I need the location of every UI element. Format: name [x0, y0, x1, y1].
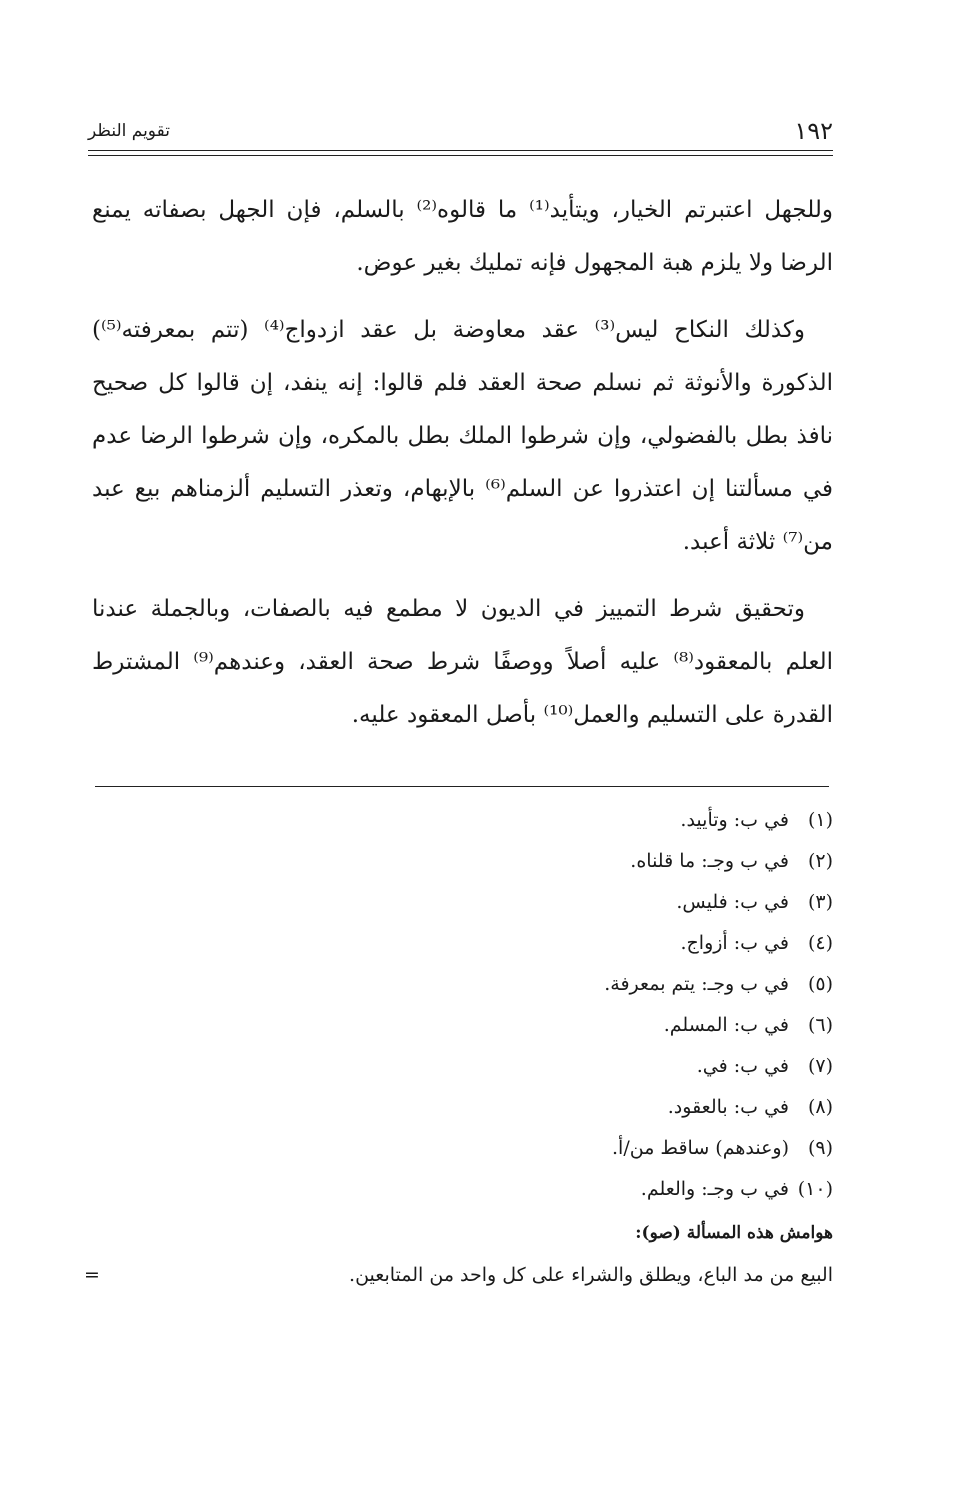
- footnote-item: [95, 1169, 833, 1210]
- running-head: [88, 112, 833, 146]
- footnote-item: [95, 964, 833, 1005]
- footnote-item: [95, 800, 833, 841]
- paragraph-3: وتحقيق شرط التمييز في الديون لا مطمع فيه بالصفات، وبالجملة عندنا العلم بالمعقود⁽⁸⁾ عليه أصلاً ووصفًا شرط صحة العقد، وعندهم⁽⁹⁾ المشترط القدرة على التسليم والعمل⁽¹⁰⁾ بأصل المعقود عليه.: [92, 596, 833, 728]
- footnote-item: [95, 923, 833, 964]
- footnote-number: (٨): [807, 1096, 833, 1118]
- header-rule-thin: [88, 155, 833, 156]
- footnote-text: في ب وجـ: والعلم.: [640, 1178, 789, 1200]
- footnote-text: في ب: المسلم.: [663, 1014, 789, 1036]
- footnote-text: في ب: أزواج.: [680, 932, 789, 954]
- main-text: [92, 184, 833, 756]
- footnote-separator: [95, 786, 829, 787]
- footnote-number: (٣): [807, 891, 833, 913]
- footnote-number: (٤): [807, 932, 833, 954]
- footnote-text: في ب: بالعقود.: [667, 1096, 789, 1118]
- footnote-item: [95, 841, 833, 882]
- margin-notes-title: هوامش هذه المسألة (صو):: [635, 1223, 833, 1243]
- footnote-text: في ب وجـ: يتم بمعرفة.: [604, 973, 789, 995]
- footnote-item: [95, 1046, 833, 1087]
- header-rule-thick: [88, 150, 833, 151]
- footnote-number: (٩): [807, 1137, 833, 1159]
- page-number: ١٩٢: [794, 117, 833, 145]
- footnote-number: (١): [807, 809, 833, 831]
- footnote-number: (٢): [807, 850, 833, 872]
- footnotes-list: [95, 800, 833, 1210]
- paragraph-2: وكذلك النكاح ليس⁽³⁾ عقد معاوضة بل عقد ازدواج⁽⁴⁾ (تتم بمعرفته⁽⁵⁾) الذكورة والأنوثة ثم نسلم صحة العقد فلم قالوا: إنه ينفد، إن قالوا كل صحيح نافذ بطل بالفضولي، وإن شرطوا الملك بطل بالمكره، وإن شرطوا الرضا عدم في مسألتنا إن اعتذروا عن السلم⁽⁶⁾ بالإبهام، وتعذر التسليم ألزمناهم بيع عبد من⁽⁷⁾ ثلاثة أعبد.: [92, 317, 833, 555]
- paragraph-1: وللجهل اعتبرتم الخيار، ويتأيد⁽¹⁾ ما قالوه⁽²⁾ بالسلم، فإن الجهل بصفاته يمنع الرضا ولا يلزم هبة المجهول فإنه تمليك بغير عوض.: [92, 197, 833, 276]
- footnote-item: [95, 1087, 833, 1128]
- footnote-number: (٦): [807, 1014, 833, 1036]
- running-title: تقويم النظر: [88, 121, 170, 141]
- footnote-text: في ب: فليس.: [676, 891, 789, 913]
- footnote-number: (٥): [807, 973, 833, 995]
- footnote-text: في ب: وتأييد.: [680, 809, 789, 831]
- footnote-number: (١٠): [797, 1178, 833, 1200]
- footnote-text: في ب: في.: [696, 1055, 789, 1077]
- footnote-number: (٧): [807, 1055, 833, 1077]
- continuation-mark: =: [84, 1264, 100, 1286]
- footnote-item: [95, 882, 833, 923]
- footnote-text: (وعندهم) ساقط من/أ.: [612, 1137, 789, 1159]
- footnote-item: [95, 1005, 833, 1046]
- footnote-item: [95, 1128, 833, 1169]
- footnote-text: في ب وجـ: ما قلناه.: [630, 850, 789, 872]
- margin-notes-text: البيع من مد الباع، ويطلق والشراء على كل واحد من المتابعين.: [349, 1264, 833, 1286]
